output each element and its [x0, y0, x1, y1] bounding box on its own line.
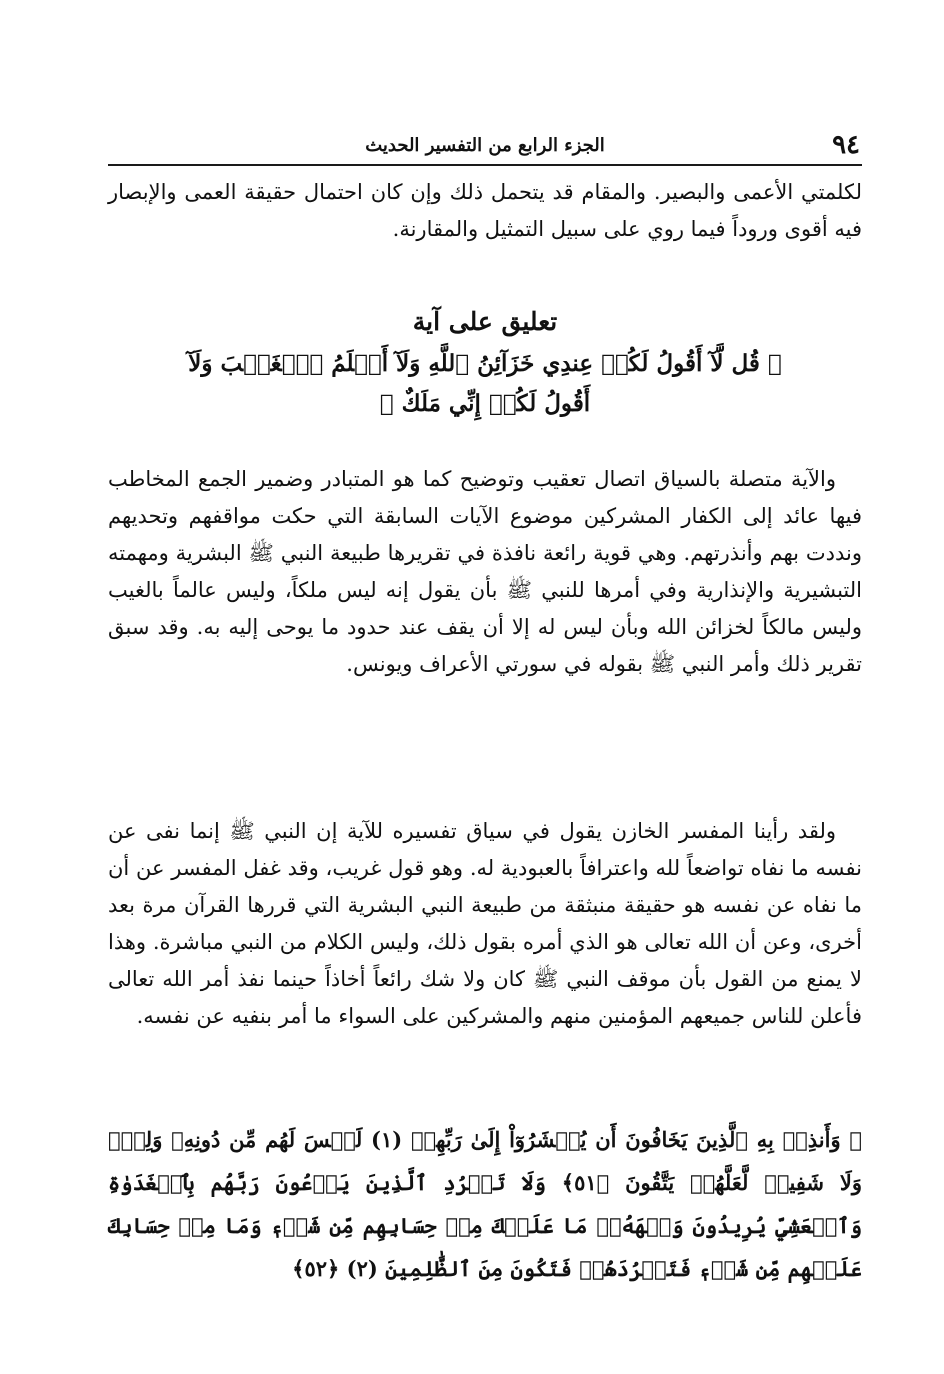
commentary-paragraph-2-text: ولقد رأينا المفسر الخازن يقول في سياق تفسيره للآية إن النبي ﷺ إنما نفى عن نفسه ما نفاه تواضعاً لله واعترافاً بالعبودية له. وهو قول غريب، وقد غفل المفسر عن أن ما نفاه عن نفسه هو حقيقة منبثقة من طبيعة النبي البشرية التي قررها القرآن مرة بعد أخرى، وعن أن الله تعالى هو الذي أمره بقول ذلك، وليس الكلام من النبي مباشرة. وهذا لا يمنع من القول بأن موقف النبي ﷺ كان ولا شك رائعاً أخاذاً حينما نفذ أمر الله تعالى فأعلن للناس جميعهم المؤمنين منهم والمشركين على السواء ما أمر بنفيه عن نفسه. — [108, 819, 862, 1028]
page-header — [108, 128, 862, 166]
book-page — [108, 118, 862, 1298]
intro-paragraph: لكلمتي الأعمى والبصير. والمقام قد يتحمل ذلك وإن كان احتمال حقيقة العمى والإبصار فيه أقوى وروداً فيما روي على سبيل التمثيل والمقارنة. — [108, 180, 862, 241]
section-title: تعليق على آية — [412, 307, 558, 336]
running-title: الجزء الرابع من التفسير الحديث — [365, 135, 605, 156]
page-number: ٩٤ — [832, 130, 860, 160]
commentary-paragraph-1-text: والآية متصلة بالسياق اتصال تعقيب وتوضيح كما هو المتبادر وضمير الجمع المخاطب فيها عائد إلى الكفار المشركين موضوع الآيات السابقة التي حكت مواقفهم وتحديهم ونددت بهم وأنذرتهم. وهي قوية رائعة نافذة في تقريرها طبيعة النبي ﷺ البشرية ومهمته التبشيرية والإنذارية وفي أمرها للنبي ﷺ بأن يقول إنه ليس ملكاً، وليس عالماً بالغيب وليس مالكاً لخزائن الله وبأن ليس له إلا أن يقف عند حدود ما يوحى إليه به. وقد سبق تقرير ذلك وأمر النبي ﷺ بقوله في سورتي الأعراف ويونس. — [108, 467, 862, 676]
commentary-paragraph-1 — [108, 461, 862, 683]
commentary-paragraph-2 — [108, 813, 862, 1035]
quoted-verse: ﴿ قُل لَّآ أَقُولُ لَكُمۡ عِندِي خَزَآئِنُ ٱللَّهِ وَلَآ أَعۡلَمُ ٱلۡغَيۡبَ وَلَآ أَقُولُ لَكُمۡ إِنِّي مَلَكٌ ﴾ — [188, 350, 782, 417]
closing-verses: ﴿ وَأَنذِرۡ بِهِ ٱلَّذِينَ يَخَافُونَ أَن يُحۡشَرُوٓاْ إِلَىٰ رَبِّهِمۡ (١) لَيۡسَ لَهُم مِّن دُونِهِۦ وَلِيّٞ وَلَا شَفِيعٞ لَّعَلَّهُمۡ يَتَّقُونَ ﴿٥١﴾ وَلَا تَطۡرُدِ ٱلَّذِينَ يَدۡعُونَ رَبَّهُم بِٱلۡغَدَوٰةِ وَٱلۡعَشِيِّ يُرِيدُونَ وَجۡهَهُۥۖ مَا عَلَيۡكَ مِنۡ حِسَابِهِم مِّن شَيۡءٖ وَمَا مِنۡ حِسَابِكَ عَلَيۡهِم مِّن شَيۡءٖ فَتَطۡرُدَهُمۡ فَتَكُونَ مِنَ ٱلظَّٰلِمِينَ (٢) ﴿٥٢﴾ — [108, 1127, 862, 1281]
